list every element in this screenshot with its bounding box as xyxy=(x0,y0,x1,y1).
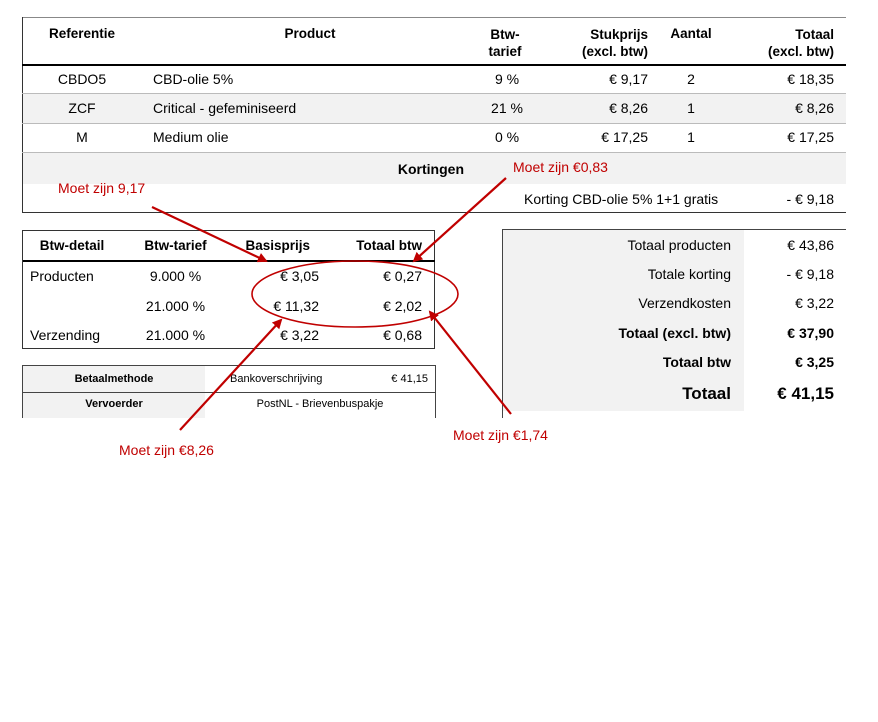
summary-label: Totale korting xyxy=(647,266,731,282)
row-total: € 18,35 xyxy=(787,71,834,87)
btw-header-rate: Btw-tarief xyxy=(144,238,207,253)
payment-method-label: Betaalmethode xyxy=(74,373,154,385)
discount-label: Korting CBD-olie 5% 1+1 gratis xyxy=(524,191,719,207)
btw-row-total: € 0,27 xyxy=(383,268,422,284)
header-btw-line2: tarief xyxy=(488,44,522,59)
row-product: Critical - gefeminiseerd xyxy=(153,100,297,116)
row-price: € 9,17 xyxy=(609,71,648,87)
btw-header-detail: Btw-detail xyxy=(39,238,105,253)
arrow-a2 xyxy=(414,178,506,261)
summary-label: Totaal (excl. btw) xyxy=(618,325,731,341)
btw-row-base: € 3,22 xyxy=(280,327,319,343)
summary-value: - € 9,18 xyxy=(786,266,834,282)
row-qty: 2 xyxy=(687,71,695,87)
row-ref: ZCF xyxy=(68,100,96,116)
summary-grand-total-value: € 41,15 xyxy=(777,384,834,403)
row-btw: 0 % xyxy=(494,129,520,145)
btw-row-rate: 9.000 % xyxy=(149,268,202,284)
payment-method-amount: € 41,15 xyxy=(391,373,428,385)
carrier-label: Vervoerder xyxy=(85,398,143,410)
summary-value: € 37,90 xyxy=(787,325,834,341)
header-price-line1: Stukprijs xyxy=(590,27,648,42)
summary-label: Verzendkosten xyxy=(638,295,731,311)
summary-label: Totaal btw xyxy=(662,354,731,370)
discount-value: - € 9,18 xyxy=(786,191,834,207)
btw-row-label: Verzending xyxy=(30,327,101,343)
header-btw-line1: Btw- xyxy=(490,27,520,42)
row-btw: 21 % xyxy=(491,100,523,116)
summary-value: € 3,25 xyxy=(795,354,834,370)
row-qty: 1 xyxy=(687,100,695,116)
row-total: € 17,25 xyxy=(787,129,834,145)
row-price: € 8,26 xyxy=(609,100,648,116)
header-price-line2: (excl. btw) xyxy=(581,44,648,59)
btw-row-label: Producten xyxy=(30,268,94,284)
header-qty: Aantal xyxy=(670,26,712,41)
summary-value: € 43,86 xyxy=(787,237,834,253)
row-btw: 9 % xyxy=(494,71,520,87)
btw-row-base: € 3,05 xyxy=(280,268,319,284)
header-total-line1: Totaal xyxy=(795,27,834,42)
header-product: Product xyxy=(284,26,336,41)
arrow-a3 xyxy=(180,320,281,430)
btw-row-rate: 21.000 % xyxy=(145,327,206,343)
payment-method-value: Bankoverschrijving xyxy=(230,373,323,385)
btw-header-total: Totaal btw xyxy=(356,238,422,253)
row-qty: 1 xyxy=(687,129,695,145)
annotation-a4: Moet zijn €1,74 xyxy=(453,427,548,443)
arrow-a4 xyxy=(430,312,511,414)
row-product: CBD-olie 5% xyxy=(153,71,234,87)
annotation-a1: Moet zijn 9,17 xyxy=(58,180,146,196)
row-product: Medium olie xyxy=(153,129,229,145)
btw-row-total: € 0,68 xyxy=(383,327,422,343)
row-price: € 17,25 xyxy=(601,129,648,145)
row-ref: M xyxy=(76,129,88,145)
row-total: € 8,26 xyxy=(795,100,834,116)
header-ref: Referentie xyxy=(48,26,116,41)
carrier-value: PostNL - Brievenbuspakje xyxy=(256,398,384,410)
discounts-title: Kortingen xyxy=(397,161,464,177)
btw-row-total: € 2,02 xyxy=(383,298,422,314)
summary-grand-total-label: Totaal xyxy=(682,384,731,403)
btw-header-base: Basisprijs xyxy=(245,238,310,253)
btw-row-base: € 11,32 xyxy=(273,298,319,314)
highlight-ellipse xyxy=(252,261,458,327)
btw-row-rate: 21.000 % xyxy=(145,298,206,314)
header-total-line2: (excl. btw) xyxy=(767,44,834,59)
annotation-a2: Moet zijn €0,83 xyxy=(513,159,608,175)
row-ref: CBDO5 xyxy=(57,71,107,87)
summary-label: Totaal producten xyxy=(627,237,731,253)
summary-value: € 3,22 xyxy=(795,295,834,311)
arrow-a1 xyxy=(152,207,266,261)
annotation-a3: Moet zijn €8,26 xyxy=(119,442,214,458)
